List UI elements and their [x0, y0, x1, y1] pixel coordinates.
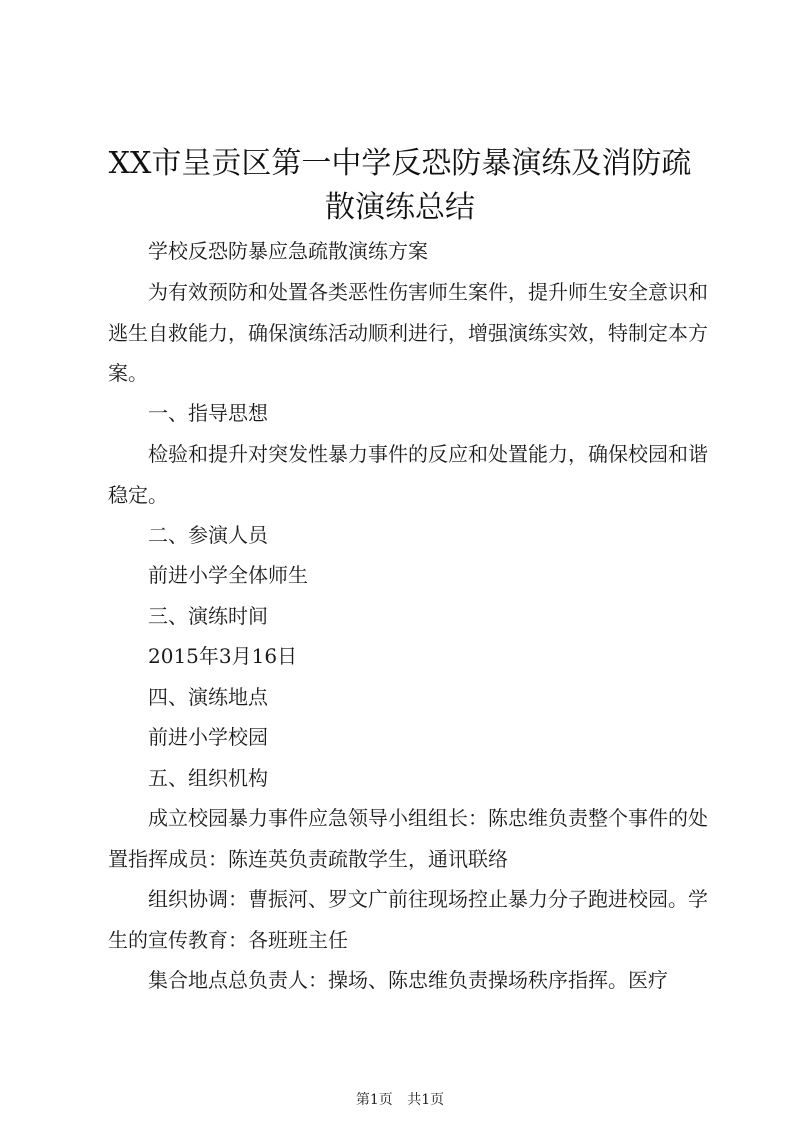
guiding-idea-paragraph: 检验和提升对突发性暴力事件的反应和处置能力，确保校园和谐稳定。	[108, 442, 708, 507]
page-total-label: 共1页	[407, 1092, 445, 1108]
section-heading-guiding-idea: 一、指导思想	[148, 401, 268, 425]
document-title-line-2: 散演练总结	[325, 190, 475, 225]
assembly-point-paragraph: 集合地点总负责人：操场、陈忠维负责操场秩序指挥。医疗	[148, 968, 668, 992]
plan-heading: 学校反恐防暴应急疏散演练方案	[148, 239, 428, 263]
section-heading-organization: 五、组织机构	[148, 766, 268, 790]
page-number-label: 第1页	[355, 1092, 393, 1108]
document-title-line-1: XX市呈贡区第一中学反恐防暴演练及消防疏	[108, 146, 692, 181]
leadership-group-paragraph: 成立校园暴力事件应急领导小组组长：陈忠维负责整个事件的处置指挥成员：陈连英负责疏散学生，通讯联络	[108, 806, 708, 871]
coordination-paragraph: 组织协调：曹振河、罗文广前往现场控止暴力分子跑进校园。学生的宣传教育：各班班主任	[108, 887, 708, 952]
participants-paragraph: 前进小学全体师生	[148, 563, 308, 587]
section-heading-drill-time: 三、演练时间	[148, 604, 268, 628]
section-heading-participants: 二、参演人员	[148, 523, 268, 547]
drill-location-paragraph: 前进小学校园	[148, 725, 268, 749]
intro-paragraph: 为有效预防和处置各类恶性伤害师生案件，提升师生安全意识和逃生自救能力，确保演练活动顺利进行，增强演练实效，特制定本方案。	[108, 280, 708, 385]
drill-time-paragraph: 2015年3月16日	[148, 644, 298, 668]
page-footer	[0, 1090, 800, 1110]
section-heading-drill-location: 四、演练地点	[148, 685, 268, 709]
